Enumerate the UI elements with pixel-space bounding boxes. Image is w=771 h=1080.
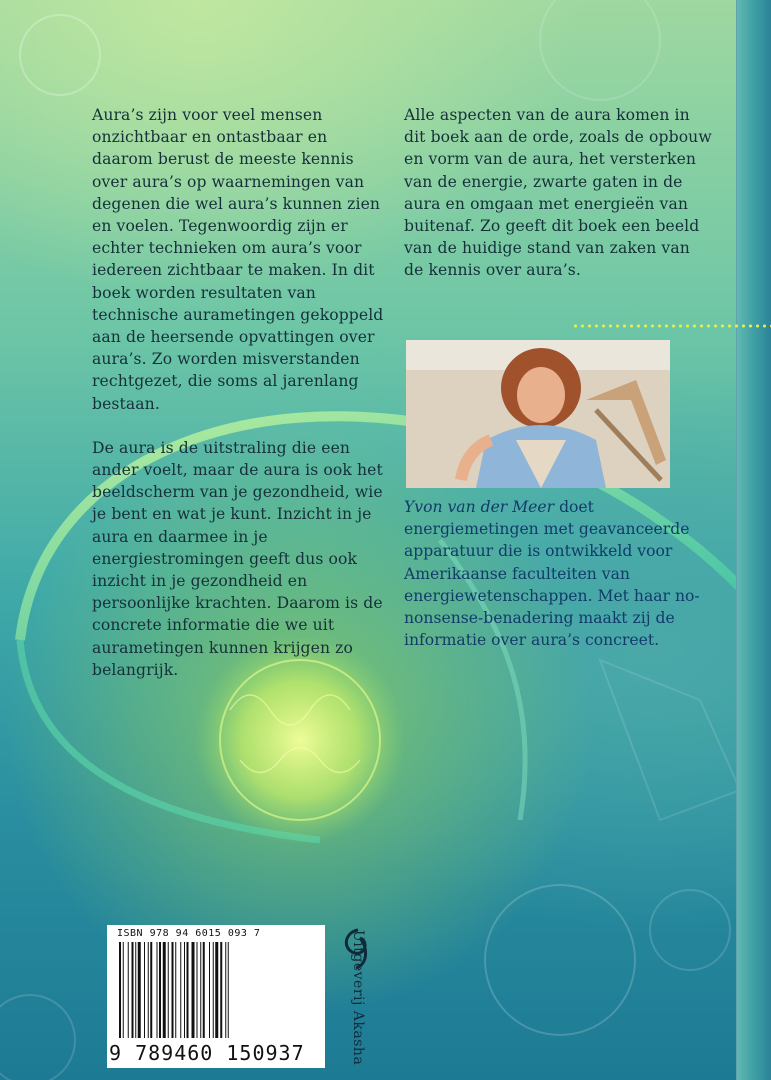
barcode-bar [200, 942, 201, 1038]
author-name: Yvon van der Meer [404, 498, 555, 516]
author-portrait-graphic [406, 340, 670, 488]
barcode-bars [117, 942, 317, 1040]
barcode-bar [175, 942, 176, 1038]
barcode-bar [184, 942, 185, 1038]
aura-paragraph: De aura is de uitstraling die een ander voelt, maar de aura is ook het beeldscherm van je gezondheid, wie je bent en wat je kunt. Inzicht in je aura en daarmee in je energiestromingen geeft dus ook inzicht in je gezondheid en persoonlijke krachten. Daarom is de concrete informatie die we uit aurametingen kunnen krijgen zo belangrijk. [92, 438, 383, 679]
book-spine [736, 0, 771, 1080]
barcode-bar [187, 942, 189, 1038]
author-photo [406, 340, 670, 488]
aspects-paragraph: Alle aspecten van de aura komen in dit boek aan de orde, zoals de opbouw en vorm van de aura, het versterken van de energie, zwarte gaten in de aura en omgaan met energieën van buitenaf. Zo geeft dit boek een beeld van de huidige stand van zaken van de kennis over aura’s. [404, 106, 712, 280]
barcode-bar [228, 942, 229, 1038]
barcode-bar [123, 942, 124, 1038]
barcode-bar [180, 942, 181, 1038]
barcode-bar [172, 942, 174, 1038]
dotted-accent-line [572, 324, 771, 328]
isbn-label: ISBN 978 94 6015 093 7 [117, 928, 261, 939]
barcode-bar [163, 942, 166, 1038]
barcode-bar [192, 942, 195, 1038]
barcode-bar [203, 942, 205, 1038]
intro-paragraph: Aura’s zijn voor veel mensen onzichtbaar en ontastbaar en daarom berust de meeste kennis over aura’s op waarnemingen van degenen die wel aura’s kunnen zien en voelen. Tegenwoordig zijn er echter technieken om aura’s voor iedereen zichtbaar te maken. In dit boek worden resultaten van technische aurametingen gekoppeld aan de heersende opvattingen over aura’s. Zo worden misverstanden rechtgezet, die soms al jarenlang bestaan. [92, 106, 384, 413]
barcode-bar [119, 942, 121, 1038]
barcode-bar [215, 942, 218, 1038]
isbn-digits: 9 789460 150937 [109, 1041, 305, 1065]
barcode-bar [150, 942, 152, 1038]
barcode-bar [157, 942, 158, 1038]
left-text-column [92, 104, 392, 703]
barcode-bar [132, 942, 134, 1038]
author-bio-text: doet energiemetingen met geavanceerde apparatuur die is ontwikkeld voor Amerikaanse faculteiten van energiewetenschappen. Met haar no-nonsense-benadering maakt zij de informatie over aura’s concreet. [404, 498, 700, 650]
barcode-bar [135, 942, 136, 1038]
publisher-name: Uitgeverij Akasha [350, 930, 366, 1066]
barcode-bar [159, 942, 161, 1038]
barcode-bar [128, 942, 129, 1038]
barcode-bar [209, 942, 210, 1038]
author-bio [404, 496, 704, 651]
right-text-column [404, 104, 714, 304]
barcode-bar [148, 942, 149, 1038]
barcode-bar [168, 942, 169, 1038]
barcode-bar [138, 942, 141, 1038]
barcode-bar [213, 942, 214, 1038]
barcode-bar [220, 942, 222, 1038]
barcode-bar [144, 942, 145, 1038]
barcode-bar [197, 942, 198, 1038]
isbn-barcode [107, 925, 325, 1068]
barcode-bar [225, 942, 226, 1038]
